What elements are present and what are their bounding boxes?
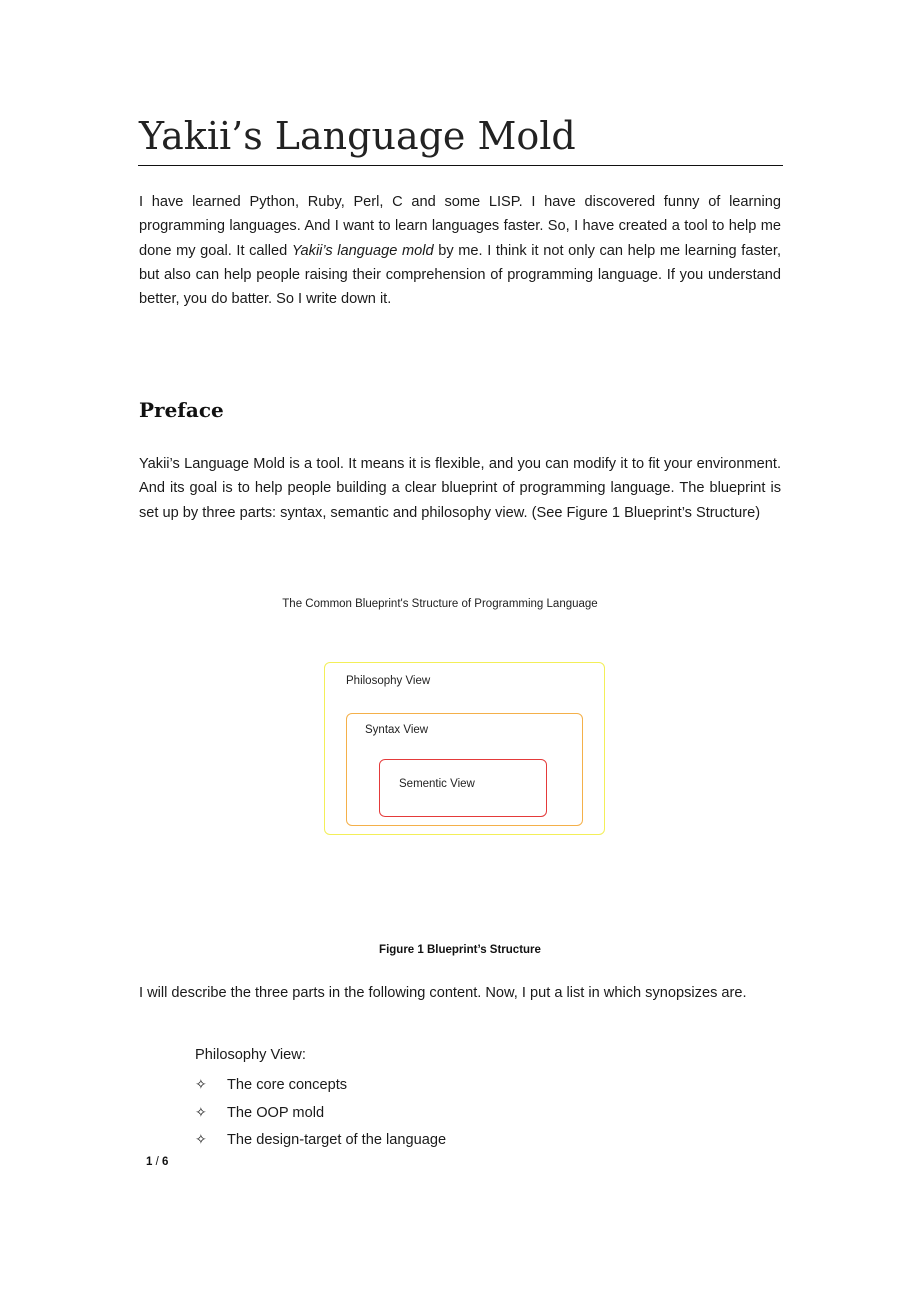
philosophy-view-label: Philosophy View [346, 675, 431, 687]
diagram-title: The Common Blueprint's Structure of Programming Language [282, 598, 598, 610]
title-divider [138, 165, 783, 166]
list-heading: Philosophy View: [195, 1047, 306, 1063]
document-title: Yakii’s Language Mold [139, 114, 576, 158]
page-number [146, 1156, 168, 1168]
list-item [195, 1074, 446, 1102]
page-total: 6 [162, 1156, 169, 1168]
intro-emphasis: Yakii’s language mold [291, 242, 434, 259]
list-item-text: The core concepts [227, 1077, 348, 1093]
intro-paragraph [139, 190, 781, 311]
syntax-view-label: Syntax View [365, 724, 429, 736]
list-item [195, 1129, 446, 1157]
four-point-star-icon: ✧ [195, 1104, 207, 1121]
four-point-star-icon: ✧ [195, 1132, 207, 1148]
philosophy-list [195, 1074, 446, 1157]
four-point-star-icon: ✧ [195, 1077, 207, 1093]
page-current: 1 [146, 1156, 153, 1168]
figure-caption: Figure 1 Blueprint’s Structure [379, 944, 541, 956]
list-item-text: The OOP mold [227, 1104, 325, 1121]
intro-text-end: by me. I think it not only can help me learning faster, but also can help people raising their comprehension of programming language. If you understand better, you do batter. So I write down it. [139, 242, 782, 308]
preface-heading: Preface [139, 398, 224, 422]
list-item-text: The design-target of the language [227, 1132, 447, 1148]
list-item [195, 1102, 446, 1130]
describe-paragraph: I will describe the three parts in the following content. Now, I put a list in which synopsizes are. [139, 985, 747, 1001]
page-separator: / [152, 1156, 162, 1168]
intro-text-start: I have learned Python, Ruby, Perl, C and some LISP. I have discovered funny of learning programming languages. And I want to learn languages faster. So, I have created a tool to help me done my goal. It called [139, 194, 781, 259]
semantic-view-label: Sementic View [399, 778, 475, 790]
blueprint-diagram [260, 598, 620, 848]
preface-paragraph: Yakii’s Language Mold is a tool. It means it is flexible, and you can modify it to fit your environment. And its goal is to help people building a clear blueprint of programming language. The blueprint is set up by three parts: syntax, semantic and philosophy view. (See Figure 1 Blueprint’s Structure) [139, 456, 781, 521]
